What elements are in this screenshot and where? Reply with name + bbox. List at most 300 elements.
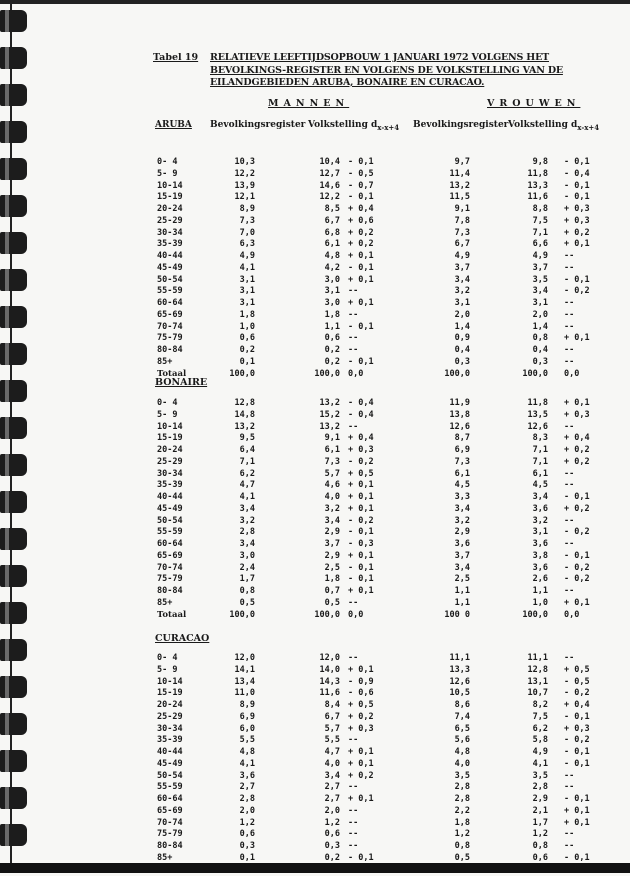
women-diff-cell: + 0,4 bbox=[564, 433, 590, 444]
men-register-cell: 7,3 bbox=[239, 215, 255, 226]
men-census-cell: 1,1 bbox=[324, 321, 340, 332]
women-census-cell: 3,8 bbox=[532, 550, 548, 561]
men-diff-cell: -- bbox=[348, 817, 359, 828]
men-diff-cell: + 0,3 bbox=[348, 723, 374, 734]
women-register-cell: 6,5 bbox=[454, 723, 470, 734]
men-diff-cell: -- bbox=[348, 286, 359, 297]
age-cell: 65-69 bbox=[157, 805, 183, 816]
women-census-cell: 3,1 bbox=[532, 298, 548, 308]
binding-ring bbox=[0, 380, 27, 402]
men-census-cell: 4,0 bbox=[324, 758, 340, 769]
men-register-cell: 1,0 bbox=[239, 321, 255, 332]
men-diff-cell: + 0,1 bbox=[348, 298, 374, 308]
women-register-cell: 13,8 bbox=[449, 409, 470, 420]
women-census-cell: 6,6 bbox=[532, 239, 548, 250]
men-diff-cell: + 0,5 bbox=[348, 700, 374, 710]
men-census-cell: 14,3 bbox=[319, 676, 340, 687]
group-header-women: VROUWEN bbox=[487, 98, 581, 109]
binding-ring bbox=[0, 47, 27, 69]
men-diff-cell: -- bbox=[348, 829, 359, 840]
women-census-cell: 0,4 bbox=[532, 345, 548, 355]
col-header-men-register: Bevolkingsregister bbox=[210, 120, 306, 130]
women-diff-cell: -- bbox=[564, 421, 575, 432]
women-diff-cell: -- bbox=[564, 356, 575, 367]
women-diff-cell: -- bbox=[564, 309, 575, 320]
women-census-cell: 3,1 bbox=[532, 527, 548, 538]
women-register-cell: 5,6 bbox=[454, 735, 470, 746]
women-census-cell: 2,8 bbox=[532, 782, 548, 793]
women-diff-cell: -- bbox=[564, 653, 575, 663]
binding-ring bbox=[0, 232, 27, 254]
men-census-cell: 7,3 bbox=[324, 456, 340, 467]
women-diff-cell: - 0,1 bbox=[564, 274, 590, 285]
men-register-cell: 8,9 bbox=[239, 700, 255, 710]
men-register-cell: 4,9 bbox=[239, 251, 255, 261]
women-diff-cell: - 0,1 bbox=[564, 758, 590, 769]
women-census-cell: 10,7 bbox=[527, 688, 548, 699]
women-diff-cell: + 0,5 bbox=[564, 664, 590, 675]
men-register-cell: 0,6 bbox=[239, 829, 255, 840]
men-census-cell: 2,7 bbox=[324, 794, 340, 804]
men-register-cell: 1,2 bbox=[239, 817, 255, 828]
men-diff-cell: - 0,1 bbox=[348, 574, 374, 585]
men-diff-cell: -- bbox=[348, 805, 359, 816]
women-diff-cell: - 0,1 bbox=[564, 852, 590, 863]
age-cell: 65-69 bbox=[157, 550, 183, 561]
age-cell: 20-24 bbox=[157, 204, 183, 214]
binding-ring bbox=[0, 602, 27, 624]
men-register-cell: 12,0 bbox=[234, 653, 255, 663]
women-register-cell: 8,7 bbox=[454, 433, 470, 444]
men-census-cell: 14,0 bbox=[319, 664, 340, 675]
women-census-cell: 0,8 bbox=[532, 333, 548, 344]
binding-ring bbox=[0, 10, 27, 32]
page-bottom-edge bbox=[0, 863, 630, 873]
women-diff-cell: -- bbox=[564, 782, 575, 793]
age-cell: 40-44 bbox=[157, 251, 183, 261]
men-diff-cell: + 0,2 bbox=[348, 239, 374, 250]
men-diff-cell: -- bbox=[348, 333, 359, 344]
women-census-cell: 6,2 bbox=[532, 723, 548, 734]
men-census-cell: 4,8 bbox=[324, 251, 340, 261]
men-register-cell: 2,7 bbox=[239, 782, 255, 793]
women-diff-cell: -- bbox=[564, 586, 575, 596]
men-register-cell: 6,9 bbox=[239, 711, 255, 722]
women-diff-cell: -- bbox=[564, 841, 575, 851]
women-diff-cell: + 0,2 bbox=[564, 445, 590, 455]
women-census-cell: 7,1 bbox=[532, 227, 548, 238]
men-register-cell: 3,2 bbox=[239, 515, 255, 526]
men-census-cell: 3,4 bbox=[324, 770, 340, 781]
men-census-cell: 10,4 bbox=[319, 157, 340, 167]
women-census-cell: 2,6 bbox=[532, 574, 548, 585]
men-census-cell: 0,3 bbox=[324, 841, 340, 851]
women-diff-cell: - 0,2 bbox=[564, 286, 590, 297]
age-cell: 60-64 bbox=[157, 794, 183, 804]
women-diff-cell: -- bbox=[564, 345, 575, 355]
men-census-cell: 3,0 bbox=[324, 298, 340, 308]
men-register-cell: 4,1 bbox=[239, 262, 255, 273]
age-cell: 10-14 bbox=[157, 180, 183, 191]
col-header-women-register: Bevolkingsregister bbox=[413, 120, 509, 130]
men-diff-cell: + 0,1 bbox=[348, 492, 374, 502]
men-register-cell: 2,8 bbox=[239, 794, 255, 804]
men-census-cell: 5,7 bbox=[324, 468, 340, 479]
men-register-cell: 7,0 bbox=[239, 227, 255, 238]
women-register-cell: 3,2 bbox=[454, 515, 470, 526]
men-census-cell: 6,1 bbox=[324, 239, 340, 250]
men-register-cell: 3,4 bbox=[239, 539, 255, 549]
women-diff-cell: -- bbox=[564, 298, 575, 308]
women-diff-cell: 0,0 bbox=[564, 609, 580, 620]
men-register-cell: 3,1 bbox=[239, 286, 255, 297]
women-census-cell: 8,2 bbox=[532, 700, 548, 710]
women-register-cell: 3,7 bbox=[454, 262, 470, 273]
men-census-cell: 6,7 bbox=[324, 711, 340, 722]
women-diff-cell: - 0,1 bbox=[564, 711, 590, 722]
binding-ring bbox=[0, 565, 27, 587]
women-census-cell: 11,8 bbox=[527, 398, 548, 408]
age-cell: Totaal bbox=[157, 368, 187, 379]
men-register-cell: 8,9 bbox=[239, 204, 255, 214]
women-diff-cell: + 0,4 bbox=[564, 700, 590, 710]
women-census-cell: 2,0 bbox=[532, 309, 548, 320]
women-register-cell: 3,2 bbox=[454, 286, 470, 297]
age-cell: 0- 4 bbox=[157, 157, 178, 167]
women-diff-cell: - 0,1 bbox=[564, 794, 590, 804]
women-diff-cell: + 0,2 bbox=[564, 503, 590, 514]
men-register-cell: 3,6 bbox=[239, 770, 255, 781]
women-diff-cell: + 0,1 bbox=[564, 239, 590, 250]
women-census-cell: 5,8 bbox=[532, 735, 548, 746]
men-diff-cell: - 0,1 bbox=[348, 562, 374, 573]
age-cell: 80-84 bbox=[157, 586, 183, 596]
binding-ring bbox=[0, 121, 27, 143]
men-register-cell: 0,8 bbox=[239, 586, 255, 596]
age-cell: 75-79 bbox=[157, 333, 183, 344]
men-register-cell: 6,3 bbox=[239, 239, 255, 250]
women-census-cell: 4,9 bbox=[532, 747, 548, 757]
binding-ring bbox=[0, 343, 27, 365]
women-census-cell: 3,4 bbox=[532, 286, 548, 297]
women-diff-cell: -- bbox=[564, 829, 575, 840]
women-census-cell: 11,6 bbox=[527, 192, 548, 203]
women-register-cell: 0,8 bbox=[454, 841, 470, 851]
men-register-cell: 3,4 bbox=[239, 503, 255, 514]
men-diff-cell: - 0,7 bbox=[348, 180, 374, 191]
men-register-cell: 9,5 bbox=[239, 433, 255, 444]
binding-ring bbox=[0, 750, 27, 772]
women-diff-cell: -- bbox=[564, 770, 575, 781]
men-register-cell: 0,2 bbox=[239, 345, 255, 355]
women-census-cell: 12,6 bbox=[527, 421, 548, 432]
women-diff-cell: -- bbox=[564, 480, 575, 491]
men-census-cell: 12,2 bbox=[319, 192, 340, 203]
men-census-cell: 0,5 bbox=[324, 597, 340, 608]
women-register-cell: 11,1 bbox=[449, 653, 470, 663]
women-census-cell: 3,6 bbox=[532, 539, 548, 549]
age-cell: 65-69 bbox=[157, 309, 183, 320]
women-diff-cell: - 0,2 bbox=[564, 527, 590, 538]
women-register-cell: 13,3 bbox=[449, 664, 470, 675]
men-register-cell: 1,8 bbox=[239, 309, 255, 320]
men-register-cell: 0,1 bbox=[239, 356, 255, 367]
men-census-cell: 2,5 bbox=[324, 562, 340, 573]
women-diff-cell: - 0,5 bbox=[564, 676, 590, 687]
men-diff-cell: - 0,4 bbox=[348, 409, 374, 420]
men-register-cell: 6,4 bbox=[239, 445, 255, 455]
men-register-cell: 14,8 bbox=[234, 409, 255, 420]
men-census-cell: 8,5 bbox=[324, 204, 340, 214]
group-header-men: MANNEN bbox=[268, 98, 350, 109]
men-census-cell: 9,1 bbox=[324, 433, 340, 444]
men-diff-cell: - 0,1 bbox=[348, 192, 374, 203]
women-census-cell: 9,8 bbox=[532, 157, 548, 167]
age-cell: 55-59 bbox=[157, 527, 183, 538]
women-register-cell: 3,7 bbox=[454, 550, 470, 561]
men-diff-cell: -- bbox=[348, 421, 359, 432]
men-diff-cell: 0,0 bbox=[348, 368, 364, 379]
women-diff-cell: + 0,3 bbox=[564, 723, 590, 734]
men-census-cell: 13,2 bbox=[319, 398, 340, 408]
men-register-cell: 100,0 bbox=[229, 368, 255, 379]
binding-ring bbox=[0, 676, 27, 698]
men-diff-cell: - 0,1 bbox=[348, 262, 374, 273]
women-register-cell: 2,2 bbox=[454, 805, 470, 816]
women-register-cell: 0,3 bbox=[454, 356, 470, 367]
age-cell: 5- 9 bbox=[157, 664, 178, 675]
binding-ring bbox=[0, 195, 27, 217]
women-census-cell: 7,5 bbox=[532, 711, 548, 722]
men-diff-cell: + 0,1 bbox=[348, 794, 374, 804]
women-register-cell: 2,0 bbox=[454, 309, 470, 320]
age-cell: 30-34 bbox=[157, 468, 183, 479]
men-census-cell: 3,0 bbox=[324, 274, 340, 285]
men-census-cell: 3,7 bbox=[324, 539, 340, 549]
women-register-cell: 7,8 bbox=[454, 215, 470, 226]
age-cell: 75-79 bbox=[157, 829, 183, 840]
age-cell: Totaal bbox=[157, 609, 187, 620]
binding-ring bbox=[0, 417, 27, 439]
men-census-cell: 6,1 bbox=[324, 445, 340, 455]
women-diff-cell: + 0,1 bbox=[564, 805, 590, 816]
women-register-cell: 13,2 bbox=[449, 180, 470, 191]
women-register-cell: 11,4 bbox=[449, 168, 470, 179]
men-register-cell: 2,0 bbox=[239, 805, 255, 816]
men-diff-cell: - 0,9 bbox=[348, 676, 374, 687]
women-census-cell: 4,1 bbox=[532, 758, 548, 769]
men-register-cell: 5,5 bbox=[239, 735, 255, 746]
men-diff-cell: - 0,1 bbox=[348, 527, 374, 538]
age-cell: 5- 9 bbox=[157, 168, 178, 179]
age-cell: 35-39 bbox=[157, 239, 183, 250]
age-cell: 70-74 bbox=[157, 817, 183, 828]
women-census-cell: 13,3 bbox=[527, 180, 548, 191]
women-register-cell: 11,9 bbox=[449, 398, 470, 408]
age-cell: 50-54 bbox=[157, 274, 183, 285]
men-diff-cell: - 0,3 bbox=[348, 539, 374, 549]
men-diff-cell: -- bbox=[348, 735, 359, 746]
age-cell: 20-24 bbox=[157, 445, 183, 455]
men-diff-cell: -- bbox=[348, 597, 359, 608]
women-diff-cell: + 0,1 bbox=[564, 817, 590, 828]
age-cell: 55-59 bbox=[157, 782, 183, 793]
binding-ring bbox=[0, 824, 27, 846]
women-census-cell: 11,8 bbox=[527, 168, 548, 179]
binding-ring bbox=[0, 84, 27, 106]
men-register-cell: 2,8 bbox=[239, 527, 255, 538]
men-census-cell: 11,6 bbox=[319, 688, 340, 699]
age-cell: 20-24 bbox=[157, 700, 183, 710]
men-census-cell: 2,9 bbox=[324, 550, 340, 561]
age-cell: 5- 9 bbox=[157, 409, 178, 420]
age-cell: 60-64 bbox=[157, 298, 183, 308]
age-cell: 85+ bbox=[157, 597, 173, 608]
women-register-cell: 3,3 bbox=[454, 492, 470, 502]
men-census-cell: 6,7 bbox=[324, 215, 340, 226]
men-census-cell: 6,8 bbox=[324, 227, 340, 238]
women-register-cell: 1,1 bbox=[454, 586, 470, 596]
women-census-cell: 8,8 bbox=[532, 204, 548, 214]
women-register-cell: 6,9 bbox=[454, 445, 470, 455]
men-register-cell: 1,7 bbox=[239, 574, 255, 585]
age-cell: 25-29 bbox=[157, 456, 183, 467]
women-census-cell: 1,2 bbox=[532, 829, 548, 840]
women-census-cell: 3,5 bbox=[532, 274, 548, 285]
men-register-cell: 4,7 bbox=[239, 480, 255, 491]
age-cell: 50-54 bbox=[157, 770, 183, 781]
men-census-cell: 15,2 bbox=[319, 409, 340, 420]
women-census-cell: 3,2 bbox=[532, 515, 548, 526]
men-diff-cell: - 0,2 bbox=[348, 456, 374, 467]
women-census-cell: 3,7 bbox=[532, 262, 548, 273]
women-register-cell: 2,9 bbox=[454, 527, 470, 538]
women-register-cell: 1,1 bbox=[454, 597, 470, 608]
men-diff-cell: + 0,2 bbox=[348, 711, 374, 722]
age-cell: 45-49 bbox=[157, 262, 183, 273]
men-diff-cell: + 0,6 bbox=[348, 215, 374, 226]
age-cell: 80-84 bbox=[157, 841, 183, 851]
men-diff-cell: - 0,5 bbox=[348, 168, 374, 179]
age-cell: 45-49 bbox=[157, 758, 183, 769]
men-census-cell: 3,4 bbox=[324, 515, 340, 526]
men-diff-cell: - 0,1 bbox=[348, 321, 374, 332]
men-register-cell: 11,0 bbox=[234, 688, 255, 699]
men-diff-cell: + 0,4 bbox=[348, 433, 374, 444]
men-diff-cell: + 0,4 bbox=[348, 204, 374, 214]
men-census-cell: 100,0 bbox=[314, 609, 340, 620]
women-diff-cell: -- bbox=[564, 539, 575, 549]
women-register-cell: 4,8 bbox=[454, 747, 470, 757]
women-census-cell: 0,8 bbox=[532, 841, 548, 851]
women-register-cell: 0,9 bbox=[454, 333, 470, 344]
women-register-cell: 4,0 bbox=[454, 758, 470, 769]
men-census-cell: 0,2 bbox=[324, 852, 340, 863]
men-census-cell: 5,5 bbox=[324, 735, 340, 746]
women-census-cell: 7,1 bbox=[532, 445, 548, 455]
women-register-cell: 7,3 bbox=[454, 227, 470, 238]
age-cell: 85+ bbox=[157, 852, 173, 863]
women-diff-cell: - 0,4 bbox=[564, 168, 590, 179]
women-census-cell: 13,5 bbox=[527, 409, 548, 420]
men-diff-cell: + 0,2 bbox=[348, 227, 374, 238]
women-register-cell: 3,1 bbox=[454, 298, 470, 308]
age-cell: 25-29 bbox=[157, 711, 183, 722]
binding-ring bbox=[0, 269, 27, 291]
women-register-cell: 9,1 bbox=[454, 204, 470, 214]
men-diff-cell: -- bbox=[348, 345, 359, 355]
age-cell: 50-54 bbox=[157, 515, 183, 526]
women-diff-cell: - 0,1 bbox=[564, 157, 590, 167]
men-diff-cell: - 0,1 bbox=[348, 356, 374, 367]
men-census-cell: 2,9 bbox=[324, 527, 340, 538]
col-header-men-census: Volkstelling $d_{x-x+4}$ bbox=[308, 120, 400, 132]
men-census-cell: 1,8 bbox=[324, 309, 340, 320]
age-cell: 80-84 bbox=[157, 345, 183, 355]
binding-ring bbox=[0, 787, 27, 809]
women-register-cell: 0,5 bbox=[454, 852, 470, 863]
age-cell: 10-14 bbox=[157, 676, 183, 687]
men-census-cell: 4,7 bbox=[324, 747, 340, 757]
women-register-cell: 7,3 bbox=[454, 456, 470, 467]
men-register-cell: 13,9 bbox=[234, 180, 255, 191]
men-register-cell: 3,1 bbox=[239, 274, 255, 285]
men-register-cell: 12,8 bbox=[234, 398, 255, 408]
men-diff-cell: 0,0 bbox=[348, 609, 364, 620]
men-census-cell: 4,6 bbox=[324, 480, 340, 491]
age-cell: 75-79 bbox=[157, 574, 183, 585]
women-diff-cell: + 0,1 bbox=[564, 333, 590, 344]
age-cell: 45-49 bbox=[157, 503, 183, 514]
men-register-cell: 100,0 bbox=[229, 609, 255, 620]
binding-ring bbox=[0, 454, 27, 476]
women-register-cell: 1,8 bbox=[454, 817, 470, 828]
men-census-cell: 4,2 bbox=[324, 262, 340, 273]
women-register-cell: 4,9 bbox=[454, 251, 470, 261]
age-cell: 15-19 bbox=[157, 433, 183, 444]
men-census-cell: 3,2 bbox=[324, 503, 340, 514]
men-diff-cell: - 0,2 bbox=[348, 515, 374, 526]
women-census-cell: 4,5 bbox=[532, 480, 548, 491]
women-register-cell: 7,4 bbox=[454, 711, 470, 722]
women-census-cell: 4,9 bbox=[532, 251, 548, 261]
age-cell: 35-39 bbox=[157, 480, 183, 491]
men-register-cell: 6,0 bbox=[239, 723, 255, 734]
age-cell: 10-14 bbox=[157, 421, 183, 432]
women-diff-cell: - 0,1 bbox=[564, 550, 590, 561]
section-label-curacao: CURACAO bbox=[155, 633, 210, 644]
men-register-cell: 3,1 bbox=[239, 298, 255, 308]
men-register-cell: 3,0 bbox=[239, 550, 255, 561]
men-diff-cell: + 0,1 bbox=[348, 664, 374, 675]
women-diff-cell: + 0,3 bbox=[564, 215, 590, 226]
women-register-cell: 3,4 bbox=[454, 503, 470, 514]
women-census-cell: 1,4 bbox=[532, 321, 548, 332]
age-cell: 0- 4 bbox=[157, 398, 178, 408]
section-label-aruba: ARUBA bbox=[155, 120, 192, 130]
men-register-cell: 4,8 bbox=[239, 747, 255, 757]
men-diff-cell: + 0,1 bbox=[348, 550, 374, 561]
men-census-cell: 2,7 bbox=[324, 782, 340, 793]
men-diff-cell: + 0,3 bbox=[348, 445, 374, 455]
men-diff-cell: + 0,1 bbox=[348, 480, 374, 491]
women-census-cell: 11,1 bbox=[527, 653, 548, 663]
men-census-cell: 14,6 bbox=[319, 180, 340, 191]
women-diff-cell: -- bbox=[564, 468, 575, 479]
men-census-cell: 0,6 bbox=[324, 333, 340, 344]
men-diff-cell: - 0,1 bbox=[348, 157, 374, 167]
women-register-cell: 100 0 bbox=[444, 609, 470, 620]
